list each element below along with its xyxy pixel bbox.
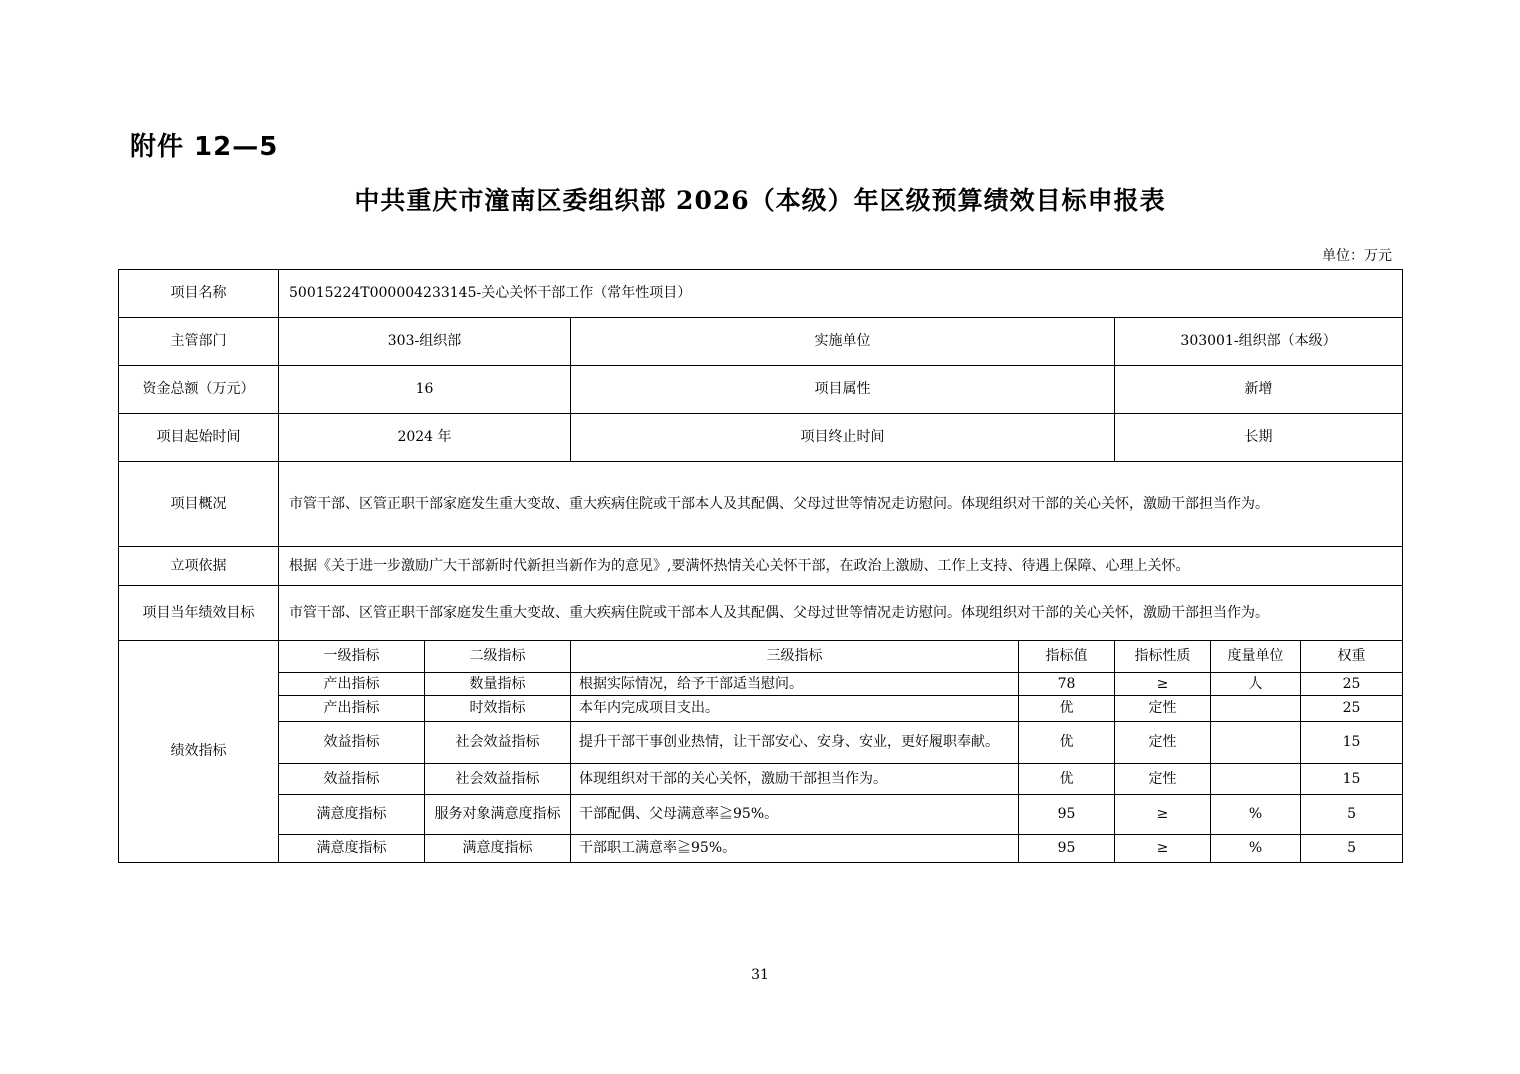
unit-cell: % (1211, 835, 1301, 863)
dept-value: 303-组织部 (279, 318, 571, 366)
row-department (119, 318, 1403, 366)
header-cell: 二级指标 (425, 641, 571, 673)
attachment-label: 附件 12—5 (130, 132, 279, 162)
start-label: 项目起始时间 (119, 414, 279, 462)
level1-cell: 效益指标 (279, 722, 425, 764)
value-cell: 78 (1019, 673, 1115, 696)
row-overview (119, 462, 1403, 547)
value-cell: 95 (1019, 795, 1115, 835)
goal-label: 项目当年绩效目标 (119, 586, 279, 641)
indicator-row (119, 764, 1403, 795)
value-cell: 优 (1019, 722, 1115, 764)
level1-cell: 产出指标 (279, 696, 425, 722)
nature-cell: ≥ (1115, 835, 1211, 863)
header-cell: 权重 (1301, 641, 1403, 673)
level1-cell: 满意度指标 (279, 795, 425, 835)
level3-cell: 根据实际情况，给予干部适当慰问。 (571, 673, 1019, 696)
attr-label: 项目属性 (571, 366, 1115, 414)
level3-cell: 体现组织对干部的关心关怀，激励干部担当作为。 (571, 764, 1019, 795)
header-cell: 指标值 (1019, 641, 1115, 673)
weight-cell: 15 (1301, 764, 1403, 795)
value-cell: 95 (1019, 835, 1115, 863)
funds-label: 资金总额（万元） (119, 366, 279, 414)
goal-value: 市管干部、区管正职干部家庭发生重大变故、重大疾病住院或干部本人及其配偶、父母过世等情况走访慰问。体现组织对干部的关心关怀，激励干部担当作为。 (279, 586, 1403, 641)
indicator-header-row (119, 641, 1403, 673)
end-value: 长期 (1115, 414, 1403, 462)
weight-cell: 5 (1301, 835, 1403, 863)
project-name-value: 50015224T000004233145-关心关怀干部工作（常年性项目） (279, 270, 1403, 318)
weight-cell: 5 (1301, 795, 1403, 835)
row-goal (119, 586, 1403, 641)
level1-cell: 满意度指标 (279, 835, 425, 863)
level2-cell: 数量指标 (425, 673, 571, 696)
header-cell: 一级指标 (279, 641, 425, 673)
indicator-row (119, 722, 1403, 764)
level3-cell: 干部职工满意率≧95%。 (571, 835, 1019, 863)
unit-cell: % (1211, 795, 1301, 835)
value-cell: 优 (1019, 696, 1115, 722)
nature-cell: 定性 (1115, 722, 1211, 764)
level2-cell: 社会效益指标 (425, 722, 571, 764)
level1-cell: 效益指标 (279, 764, 425, 795)
attr-value: 新增 (1115, 366, 1403, 414)
row-basis (119, 547, 1403, 586)
page-title: 中共重庆市潼南区委组织部 2026（本级）年区级预算绩效目标申报表 (354, 186, 1166, 215)
unit-cell (1211, 764, 1301, 795)
start-value: 2024 年 (279, 414, 571, 462)
funds-value: 16 (279, 366, 571, 414)
level2-cell: 服务对象满意度指标 (425, 795, 571, 835)
header-cell: 度量单位 (1211, 641, 1301, 673)
header-cell: 三级指标 (571, 641, 1019, 673)
weight-cell: 25 (1301, 673, 1403, 696)
basis-label: 立项依据 (119, 547, 279, 586)
weight-cell: 15 (1301, 722, 1403, 764)
level1-cell: 产出指标 (279, 673, 425, 696)
budget-target-table (118, 269, 1403, 863)
overview-value: 市管干部、区管正职干部家庭发生重大变故、重大疾病住院或干部本人及其配偶、父母过世等情况走访慰问。体现组织对干部的关心关怀，激励干部担当作为。 (279, 462, 1403, 547)
level2-cell: 时效指标 (425, 696, 571, 722)
unit-cell (1211, 696, 1301, 722)
end-label: 项目终止时间 (571, 414, 1115, 462)
impl-value: 303001-组织部（本级） (1115, 318, 1403, 366)
indicator-row (119, 835, 1403, 863)
impl-label: 实施单位 (571, 318, 1115, 366)
value-cell: 优 (1019, 764, 1115, 795)
level3-cell: 干部配偶、父母满意率≧95%。 (571, 795, 1019, 835)
row-time (119, 414, 1403, 462)
indicator-row (119, 673, 1403, 696)
indicator-row (119, 696, 1403, 722)
nature-cell: 定性 (1115, 764, 1211, 795)
project-name-label: 项目名称 (119, 270, 279, 318)
nature-cell: ≥ (1115, 673, 1211, 696)
unit-cell (1211, 722, 1301, 764)
level2-cell: 社会效益指标 (425, 764, 571, 795)
row-project-name (119, 270, 1403, 318)
nature-cell: ≥ (1115, 795, 1211, 835)
level2-cell: 满意度指标 (425, 835, 571, 863)
nature-cell: 定性 (1115, 696, 1211, 722)
level3-cell: 提升干部干事创业热情，让干部安心、安身、安业，更好履职奉献。 (571, 722, 1019, 764)
unit-label: 单位：万元 (1322, 248, 1392, 264)
basis-value: 根据《关于进一步激励广大干部新时代新担当新作为的意见》,要满怀热情关心关怀干部，在政治上激励、工作上支持、待遇上保障、心理上关怀。 (279, 547, 1403, 586)
indicators-label: 绩效指标 (119, 641, 279, 863)
page-number: 31 (751, 967, 769, 983)
unit-cell: 人 (1211, 673, 1301, 696)
header-cell: 指标性质 (1115, 641, 1211, 673)
row-funds (119, 366, 1403, 414)
indicator-row (119, 795, 1403, 835)
dept-label: 主管部门 (119, 318, 279, 366)
weight-cell: 25 (1301, 696, 1403, 722)
overview-label: 项目概况 (119, 462, 279, 547)
level3-cell: 本年内完成项目支出。 (571, 696, 1019, 722)
